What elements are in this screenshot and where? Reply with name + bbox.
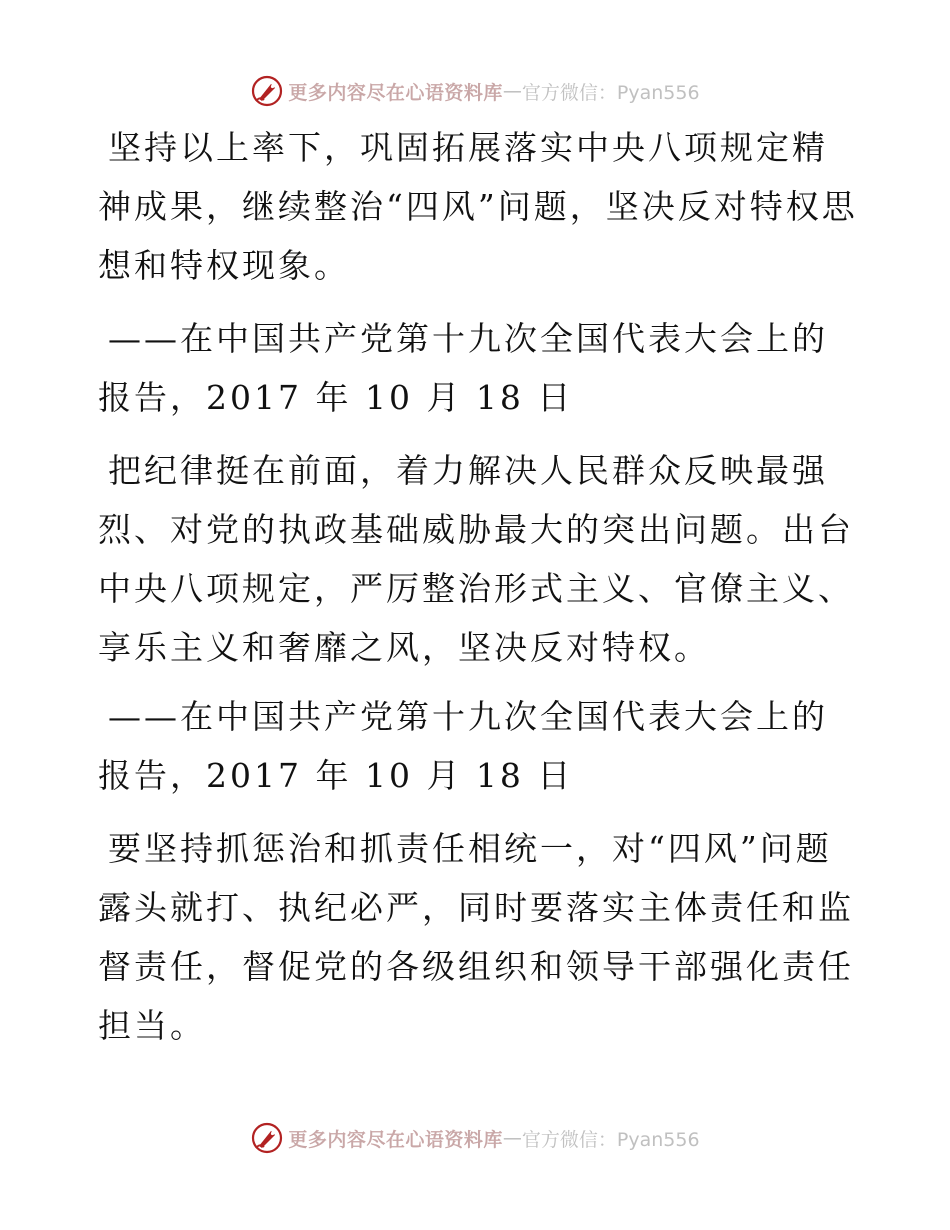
banner-main-text: 更多内容尽在心语资料库: [288, 81, 503, 104]
source-citation-2: ——在中国共产党第十九次全国代表大会上的报告，2017 年 10 月 18 日: [98, 697, 828, 795]
pen-nib-logo-icon: [250, 74, 284, 108]
banner-separator: —: [502, 1127, 522, 1149]
pen-nib-logo-icon: [250, 1121, 284, 1155]
quote-paragraph-3: 要坚持抓惩治和抓责任相统一，对“四风”问题露头就打、执纪必严，同时要落实主体责任和监督责任，督促党的各级组织和领导干部强化责任担当。: [98, 829, 854, 1045]
banner-main-text: 更多内容尽在心语资料库: [288, 1128, 503, 1151]
source-citation-1: ——在中国共产党第十九次全国代表大会上的报告，2017 年 10 月 18 日: [98, 319, 828, 417]
banner-separator: —: [502, 80, 522, 102]
document-body: [98, 118, 858, 1055]
quote-paragraph-2: 把纪律挺在前面，着力解决人民群众反映最强烈、对党的执政基础威胁最大的突出问题。出台中央八项规定，严厉整治形式主义、官僚主义、享乐主义和奢靡之风，坚决反对特权。: [98, 451, 854, 667]
quote-paragraph-1: 坚持以上率下，巩固拓展落实中央八项规定精神成果，继续整治“四风”问题，坚决反对特权思想和特权现象。: [98, 128, 858, 285]
header-banner: [0, 71, 950, 111]
banner-wechat-text: 官方微信：Pyan556: [521, 81, 700, 104]
banner-wechat-text: 官方微信：Pyan556: [521, 1128, 700, 1151]
footer-banner: [0, 1118, 950, 1158]
